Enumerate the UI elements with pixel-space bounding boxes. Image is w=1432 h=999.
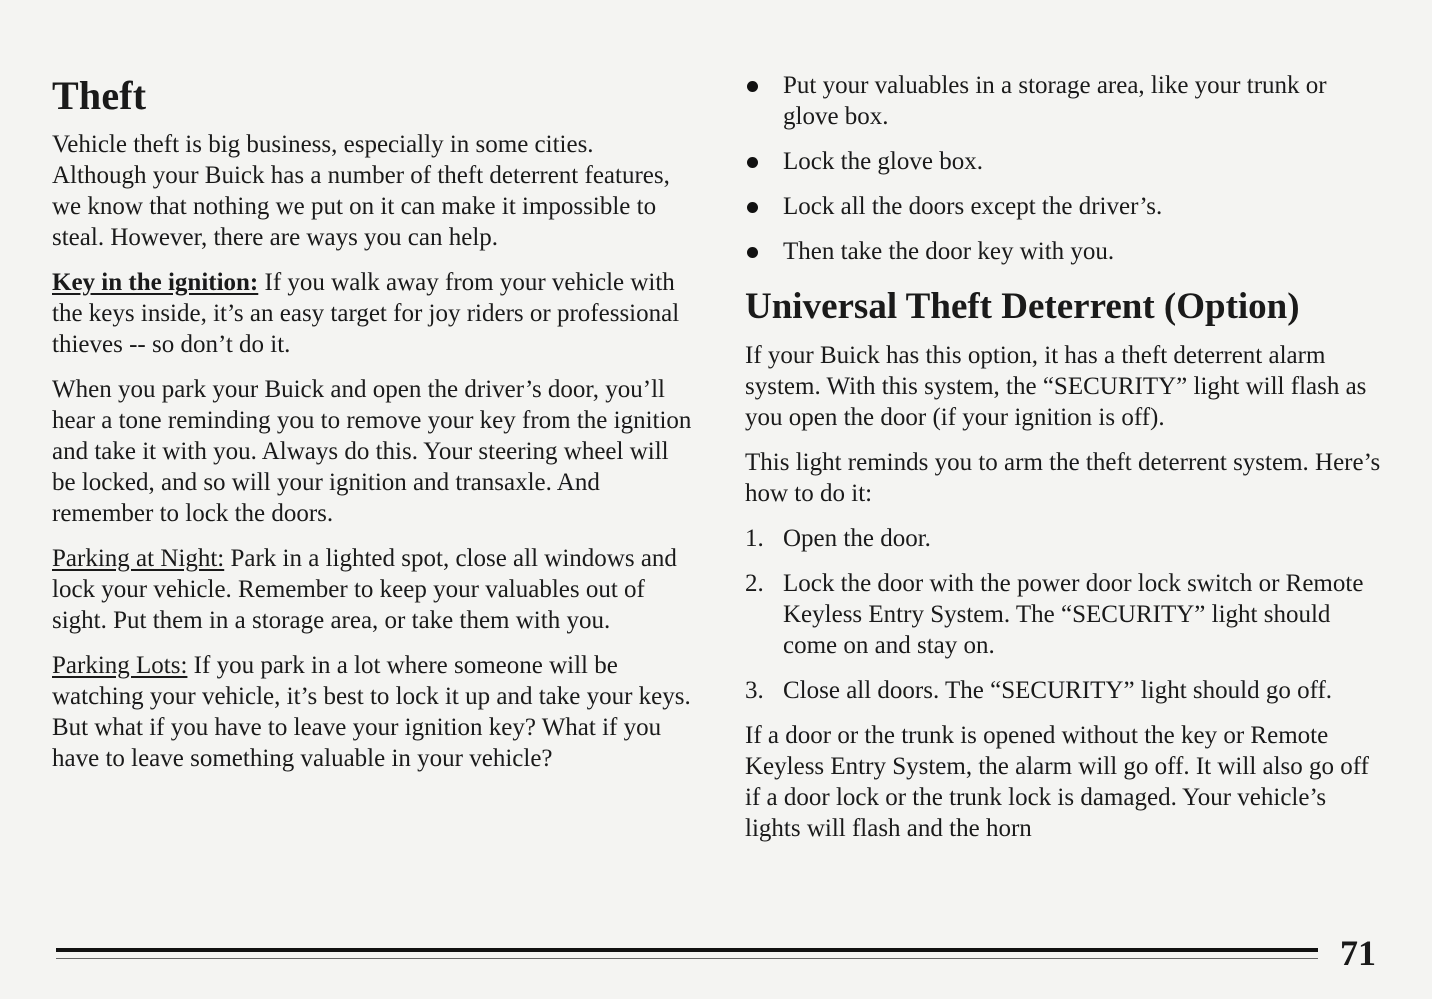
bullet-text: Put your valuables in a storage area, like your trunk or glove box. — [783, 72, 1327, 130]
bullet-dot-icon — [747, 202, 758, 213]
parking-lots-lead: Parking Lots: — [52, 652, 188, 679]
park-paragraph: When you park your Buick and open the driver’s door, you’ll hear a tone reminding you to remove your key from the ignition and take it with you. Always do this. Your steering wheel will be locked, and so will your ignition and transaxle. And remember to lock the doors. — [52, 376, 692, 527]
step-item — [745, 523, 1385, 554]
bullet-item — [745, 236, 1385, 267]
bullet-dot-icon — [747, 157, 758, 168]
parking-at-night-text: Park in a lighted spot, close all windows and lock your vehicle. Remember to keep your valuables out of sight. Put them in a storage area, or take them with you. — [52, 545, 677, 634]
page-number: 71 — [1340, 933, 1376, 973]
bullet-dot-icon — [747, 81, 758, 92]
step-item — [745, 568, 1385, 661]
left-column — [52, 60, 692, 788]
alarm-closing-paragraph: If a door or the trunk is opened without the key or Remote Keyless Entry System, the alarm will go off. It will also go off if a door lock or the trunk lock is damaged. Your vehicle’s lights will flash and the horn — [745, 722, 1369, 842]
arming-steps-list — [745, 523, 1385, 706]
footer-rule-thin — [56, 958, 1318, 959]
bullet-text: Lock all the doors except the driver’s. — [783, 193, 1163, 220]
parking-lots-text: If you park in a lot where someone will be watching your vehicle, it’s best to lock it up and take your keys. But what if you have to leave your ignition key? What if you have to leave something valuable in your vehicle? — [52, 652, 691, 772]
step-number: 3. — [745, 677, 764, 704]
step-number: 1. — [745, 525, 764, 552]
bullet-item — [745, 70, 1385, 132]
bullet-item — [745, 146, 1385, 177]
key-in-ignition-paragraph — [52, 267, 692, 360]
utd-intro-paragraph: If your Buick has this option, it has a theft deterrent alarm system. With this system, the “SECURITY” light will flash as you open the door (if your ignition is off). — [745, 342, 1367, 431]
step-text: Open the door. — [783, 525, 931, 552]
step-text: Close all doors. The “SECURITY” light should go off. — [783, 677, 1333, 704]
step-text: Lock the door with the power door lock switch or Remote Keyless Entry System. The “SECURITY” light should come on and stay on. — [783, 570, 1364, 659]
section-title-universal-theft-deterrent: Universal Theft Deterrent (Option) — [745, 286, 1300, 327]
step-item — [745, 675, 1385, 706]
right-column — [745, 60, 1385, 858]
bullet-item — [745, 191, 1385, 222]
footer-rule — [56, 948, 1318, 952]
bullet-text: Then take the door key with you. — [783, 238, 1115, 265]
section-title-theft: Theft — [52, 73, 147, 118]
parking-at-night-paragraph — [52, 543, 692, 636]
parking-at-night-lead: Parking at Night: — [52, 545, 225, 572]
theft-intro-paragraph: Vehicle theft is big business, especially in some cities. Although your Buick has a number of theft deterrent features, we know that nothing we put on it can make it impossible to steal. However, there are ways you can help. — [52, 131, 670, 251]
key-in-ignition-text: If you walk away from your vehicle with the keys inside, it’s an easy target for joy riders or professional thieves -- so don’t do it. — [52, 269, 680, 358]
step-number: 2. — [745, 570, 764, 597]
bullet-text: Lock the glove box. — [783, 148, 983, 175]
valuables-bullet-list — [745, 70, 1385, 267]
utd-reminder-paragraph: This light reminds you to arm the theft deterrent system. Here’s how to do it: — [745, 449, 1381, 507]
key-in-ignition-lead: Key in the ignition: — [52, 269, 259, 296]
bullet-dot-icon — [747, 247, 758, 258]
parking-lots-paragraph — [52, 650, 692, 774]
